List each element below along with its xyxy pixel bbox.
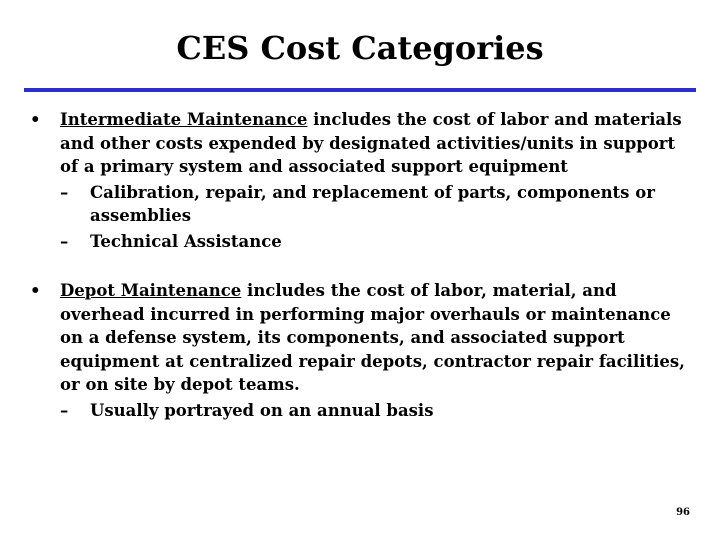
sub-item	[60, 399, 696, 423]
bullet-intermediate-maintenance	[30, 108, 696, 253]
bullet-marker: •	[30, 281, 41, 300]
bullet-text: includes the cost of labor, material, and overhead incurred in performing major overhauls or maintenance on a defense system, its components, and associated support equipment at centralized repair depots, contractor repair facilities, or on site by depot teams.	[60, 281, 685, 394]
title-divider	[24, 88, 696, 92]
sub-item-text: Technical Assistance	[90, 231, 282, 251]
bullet-text: includes the cost of labor and materials and other costs expended by designated activities/units in support of a primary system and associated support equipment	[60, 110, 682, 176]
bullet-marker: •	[30, 110, 41, 129]
bullet-term: Intermediate Maintenance	[60, 110, 308, 129]
sub-item-marker: –	[60, 231, 69, 251]
sub-item-text: Calibration, repair, and replacement of parts, components or assemblies	[90, 182, 655, 225]
sub-item-marker: –	[60, 400, 69, 420]
bullet-depot-maintenance	[30, 279, 696, 422]
sub-item-marker: –	[60, 182, 69, 202]
sub-item	[60, 181, 696, 228]
bullet-term: Depot Maintenance	[60, 281, 242, 300]
page-number: 96	[676, 507, 690, 518]
slide-title: CES Cost Categories	[176, 29, 544, 67]
sub-item-text: Usually portrayed on an annual basis	[90, 400, 434, 420]
slide-content	[30, 108, 696, 422]
sub-item	[60, 230, 696, 254]
